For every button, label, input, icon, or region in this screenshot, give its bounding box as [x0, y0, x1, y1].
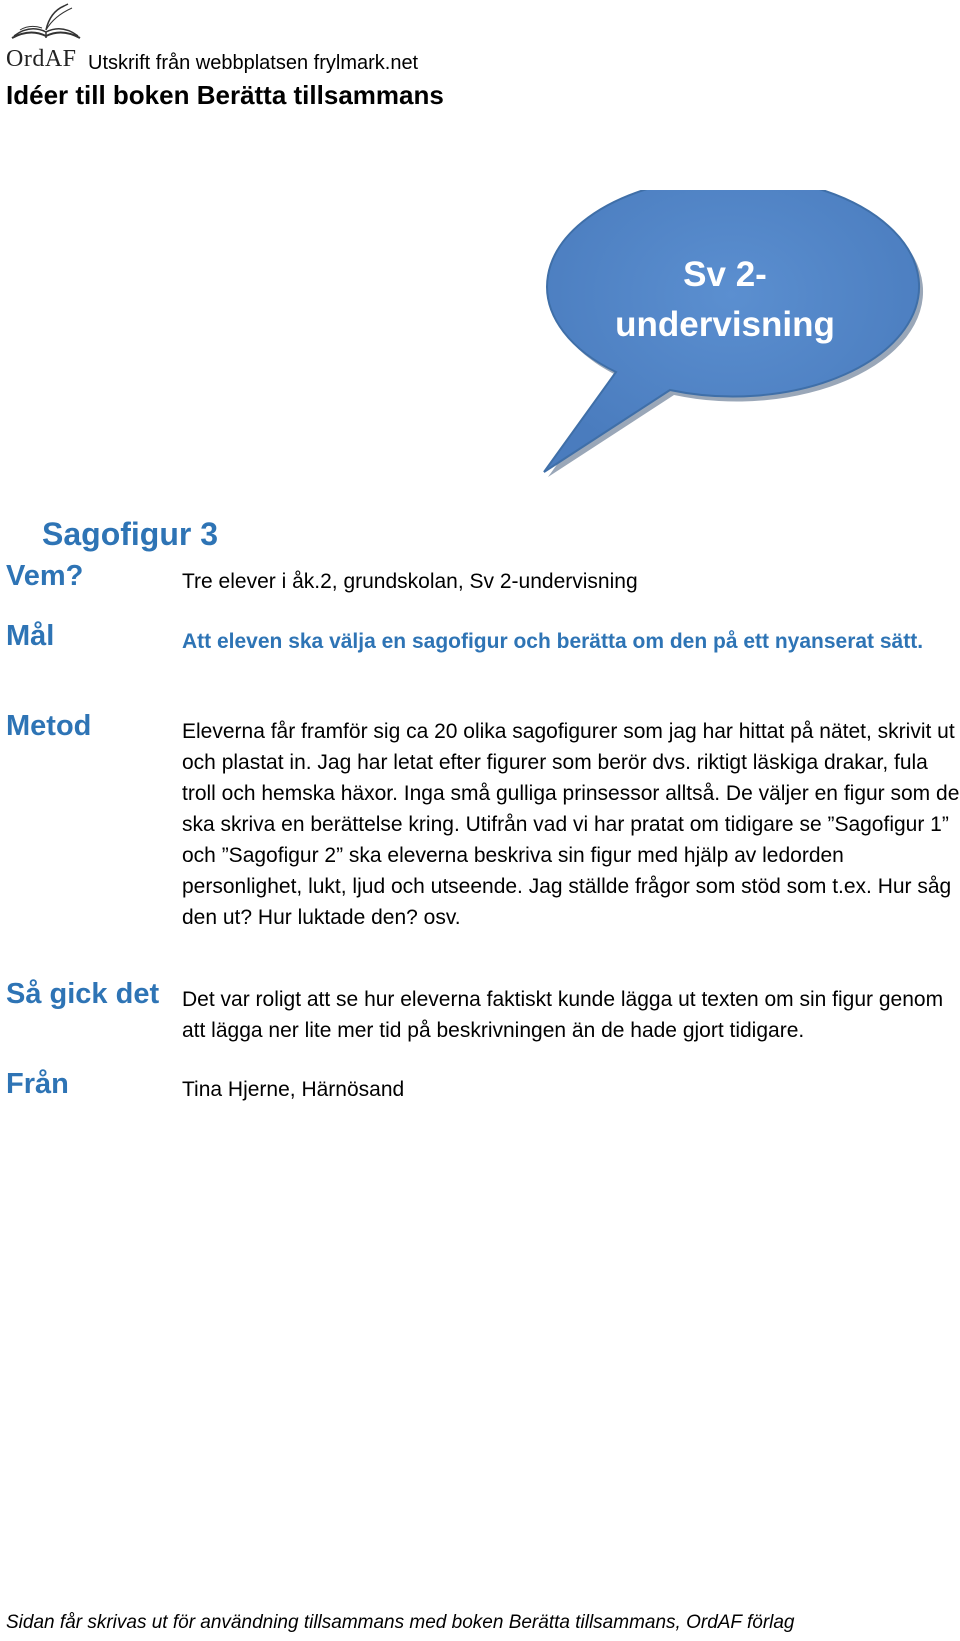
bubble-line-2: undervisning	[615, 305, 835, 344]
row-label: Mål	[6, 620, 55, 652]
source-line: Utskrift från webbplatsen frylmark.net	[88, 52, 419, 74]
ordaf-logo	[6, 0, 88, 72]
footer-note: Sidan får skrivas ut för användning tillsammans med boken Berätta tillsammans, OrdAF förlag	[6, 1612, 795, 1633]
speech-bubble	[520, 190, 940, 510]
document-title: Idéer till boken Berätta tillsammans	[6, 80, 444, 110]
row-text: Eleverna får framför sig ca 20 olika sagofigurer som jag har hittat på nätet, skrivit ut och plastat in. Jag har letat efter figurer som berör dvs. riktigt läskiga drakar, fula troll och hemska häxor. Inga små gulliga prinsessor alltså. De väljer en figur som de ska skriva en berättelse kring. Utifrån vad vi har pratat om tidigare se ”Sagofigur 1” och ”Sagofigur 2” ska eleverna beskriva sin figur med hjälp av ledorden personlighet, lukt, ljud och utseende. Jag ställde frågor som stöd som t.ex. Hur såg den ut? Hur luktade den? osv.	[182, 720, 960, 929]
book-icon	[6, 0, 88, 50]
row-text: Tre elever i åk.2, grundskolan, Sv 2-undervisning	[182, 570, 638, 593]
row-label: Från	[6, 1068, 69, 1100]
row-text: Tina Hjerne, Härnösand	[182, 1078, 405, 1101]
row-label: Så gick det	[6, 978, 160, 1010]
row-text: Det var roligt att se hur eleverna faktiskt kunde lägga ut texten om sin figur genom att lägga ner lite mer tid på beskrivningen än de hade gjort tidigare.	[182, 988, 944, 1042]
logo-text: OrdAF	[6, 46, 77, 72]
section-title: Sagofigur 3	[42, 516, 219, 552]
speech-bubble-shape	[520, 190, 940, 510]
row-label: Vem?	[6, 560, 84, 592]
row-label: Metod	[6, 710, 92, 742]
bubble-line-1: Sv 2-	[683, 255, 767, 294]
row-text: Att eleven ska välja en sagofigur och berätta om den på ett nyanserat sätt.	[182, 630, 924, 653]
